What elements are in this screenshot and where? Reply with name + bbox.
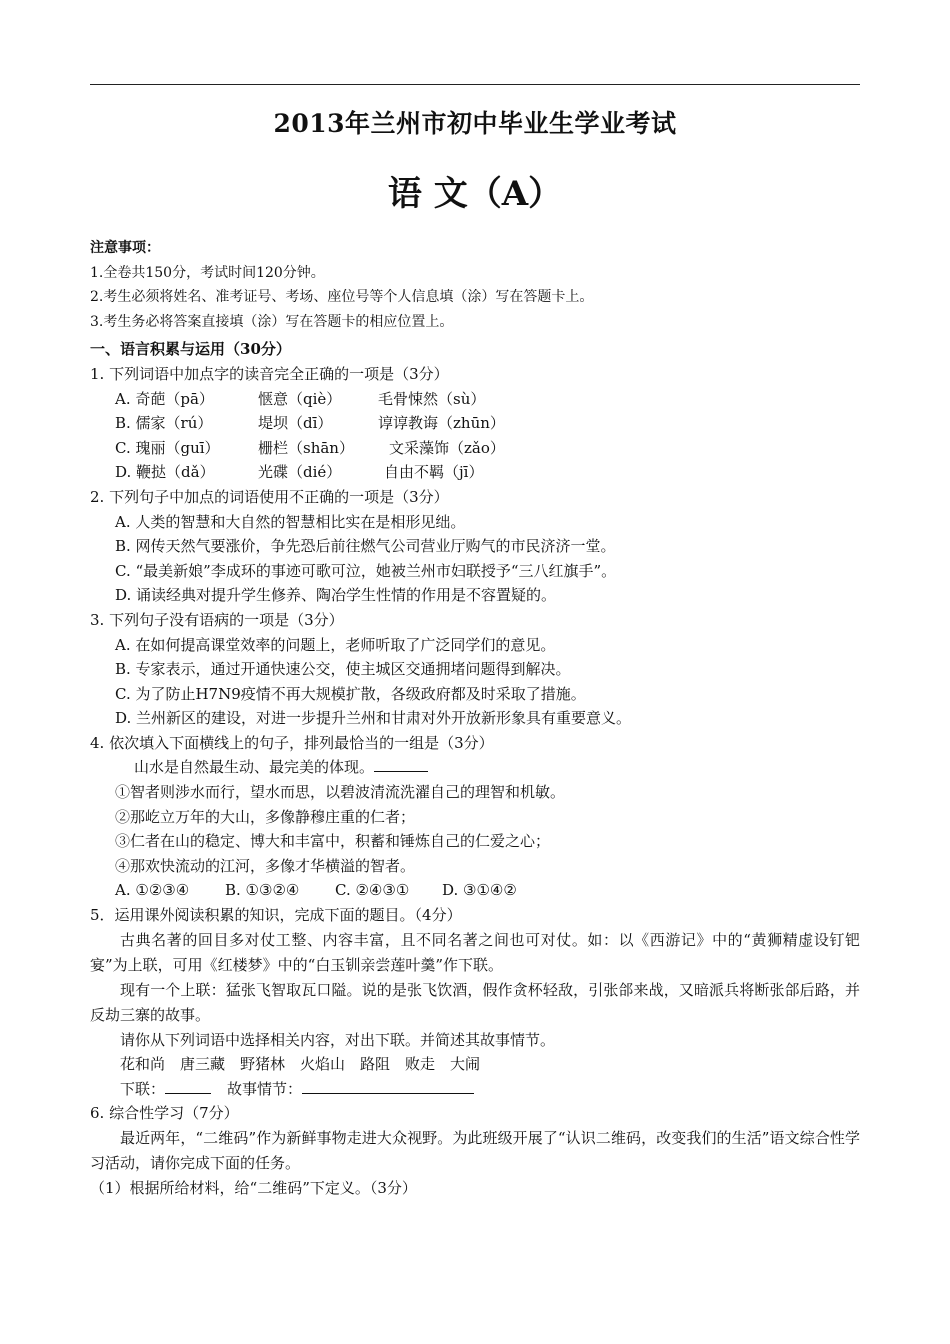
question-5-instruction: 请你从下列词语中选择相关内容，对出下联。并简述其故事情节。 [120,1030,556,1049]
q1-d-word1: D. 鞭挞（dǎ） [115,463,215,482]
question-3-option-b: B. 专家表示，通过开通快速公交，使主城区交通拥堵问题得到解决。 [115,660,571,679]
question-4-item: ①智者则涉水而行，望水而思，以碧波清流洗濯自己的理智和机敏。 [115,783,566,802]
question-3-option-d: D. 兰州新区的建设，对进一步提升兰州和甘肃对外开放新形象具有重要意义。 [115,709,632,728]
q1-a-word2: 惬意（qiè） [258,389,342,408]
question-2-option-d: D. 诵读经典对提升学生修养、陶冶学生性情的作用是不容置疑的。 [115,586,557,605]
question-2-option-a: A. 人类的智慧和大自然的智慧相比实在是相形见绌。 [115,512,466,531]
question-6-subquestion-1: （1）根据所给材料，给“二维码”下定义。（3分） [90,1179,417,1197]
q1-b-word1: B. 儒家（rú） [115,414,213,433]
notice-block [90,236,860,334]
q4-choice-c: C. ②④③① [335,881,410,900]
question-5-paragraph-1: 古典名著的回目多对仗工整、内容丰富，且不同名著之间也可对仗。如：以《西游记》中的“黄狮精虚设钉钯宴”为上联，可用《红楼梦》中的“白玉钏亲尝莲叶羹”作下联。 [90,930,860,974]
question-1-option-a [90,387,860,412]
question-1-option-d [90,460,860,485]
notice-item: 3.考生务必将答案直接填（涂）写在答题卡的相应位置上。 [90,313,454,330]
question-3-option-a: A. 在如何提高课堂效率的问题上，老师听取了广泛同学们的意见。 [115,635,556,654]
exam-content [90,236,860,1201]
header-rule [90,84,860,85]
question-6-paragraph: 最近两年，“二维码”作为新鲜事物走进大众视野。为此班级开展了“认识二维码，改变我们的生活”语文综合性学习活动，请你完成下面的任务。 [90,1129,860,1172]
question-5-word-list: 花和尚 唐三藏 野猪林 火焰山 路阻 败走 大闹 [120,1055,481,1074]
q4-choice-a: A. ①②③④ [115,881,190,900]
question-4-choices [90,878,860,903]
question-5-paragraph-2: 现有一个上联：猛张飞智取瓦口隘。说的是张飞饮酒，假作贪杯轻敌，引张郃来战，又暗派兵将断张郃后路，并反劫三寨的故事。 [90,980,860,1024]
question-3-option-c: C. 为了防止H7N9疫情不再大规模扩散，各级政府都及时采取了措施。 [115,684,586,703]
question-1-stem: 1. 下列词语中加点字的读音完全正确的一项是（3分） [90,364,449,383]
q1-d-word3: 自由不羁（jī） [384,463,484,482]
question-2-stem: 2. 下列句子中加点的词语使用不正确的一项是（3分） [90,487,449,506]
q5-answer-label: 下联： [120,1079,166,1098]
q4-choice-d: D. ③①④② [442,881,517,900]
q4-choice-b: B. ①③②④ [225,881,300,900]
section-heading: 一、语言积累与运用（30分） [90,340,291,359]
question-2-option-b: B. 网传天然气要涨价，争先恐后前往燃气公司营业厅购气的市民济济一堂。 [115,537,616,556]
q1-a-word1: A. 奇葩（pā） [115,389,214,408]
question-1-option-c [90,436,860,461]
question-4-item: ②那屹立万年的大山，多像静穆庄重的仁者； [115,807,416,826]
exam-title: 2013年兰州市初中毕业生学业考试 [273,109,677,138]
question-5-answer-row [90,1077,860,1102]
q1-d-word2: 光碟（dié） [258,463,342,482]
exam-subtitle: 语 文（A） [387,174,563,214]
question-6-stem: 6. 综合性学习（7分） [90,1104,239,1123]
q5-plot-blank[interactable] [302,1078,474,1094]
q1-c-word3: 文采藻饰（zǎo） [389,438,505,457]
question-4-stem: 4. 依次填入下面横线上的句子，排列最恰当的一组是（3分） [90,733,494,752]
question-1-option-b [90,411,860,436]
q4-lead-text: 山水是自然最生动、最完美的体现。 [134,758,375,777]
q1-b-word2: 堤坝（dī） [258,414,333,433]
q5-plot-label: 故事情节： [227,1079,303,1098]
question-2-option-c: C. “最美新娘”李成环的事迹可歌可泣，她被兰州市妇联授予“三八红旗手”。 [115,561,617,580]
q1-a-word3: 毛骨悚然（sù） [378,389,486,408]
question-3-stem: 3. 下列句子没有语病的一项是（3分） [90,610,344,629]
question-4-item: ④那欢快流动的江河，多像才华横溢的智者。 [115,856,416,875]
q1-b-word3: 谆谆教诲（zhūn） [378,414,505,433]
q5-answer-blank[interactable] [165,1078,211,1094]
q4-blank-line [374,756,428,772]
question-4-lead [90,755,860,780]
q1-c-word1: C. 瑰丽（guī） [115,438,220,457]
question-5-stem: 5．运用课外阅读积累的知识，完成下面的题目。（4分） [90,906,462,925]
q1-c-word2: 栅栏（shān） [258,438,354,457]
notice-heading: 注意事项： [90,240,160,256]
notice-item: 2.考生必须将姓名、准考证号、考场、座位号等个人信息填（涂）写在答题卡上。 [90,289,594,306]
notice-item: 1.全卷共150分，考试时间120分钟。 [90,264,325,281]
question-4-item: ③仁者在山的稳定、博大和丰富中，积蓄和锤炼自己的仁爱之心； [115,832,551,851]
